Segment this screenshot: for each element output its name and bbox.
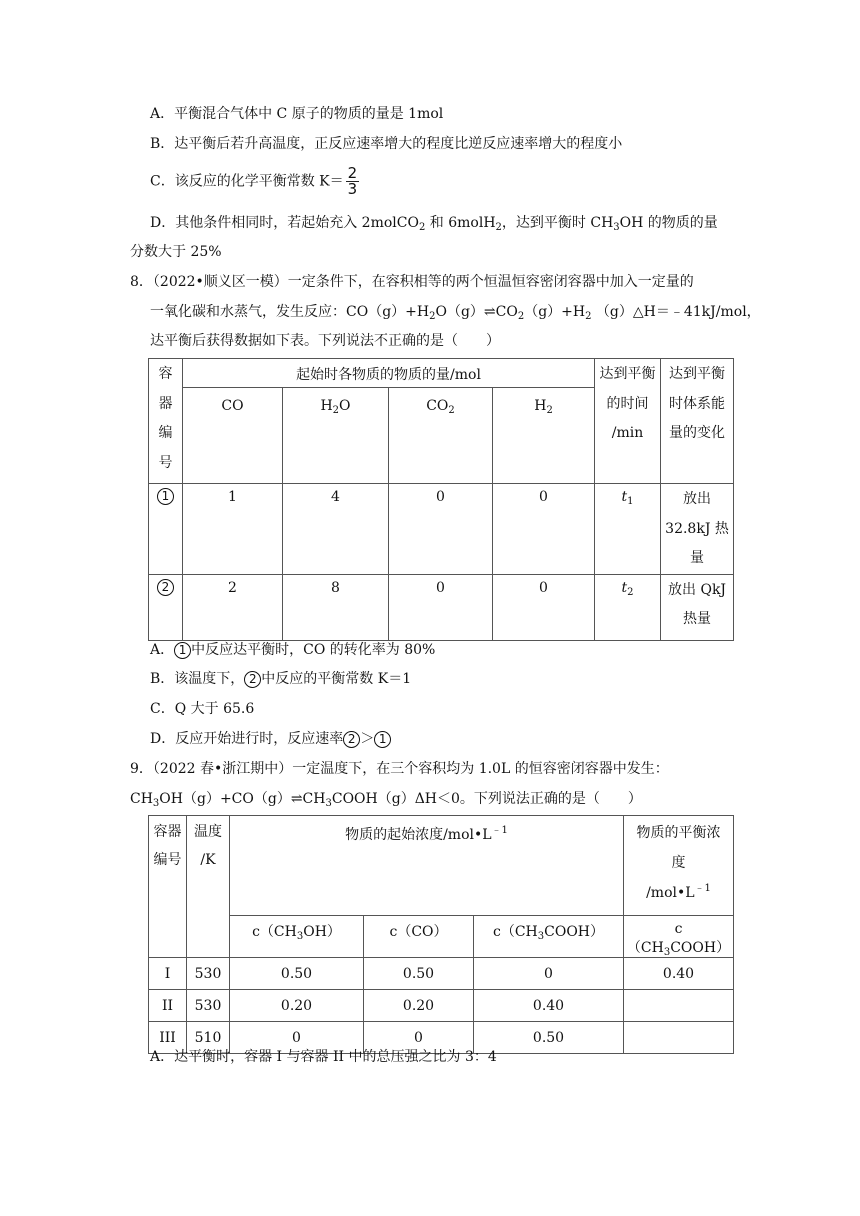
q8-stem-line2 [150, 302, 761, 322]
cell-ch3cooh: 0.40 [474, 990, 624, 1022]
q7-option-d-line2: 分数大于 25% [130, 244, 222, 260]
header-co2 [389, 388, 493, 484]
text: 的时间 [606, 395, 649, 412]
cell-temp: 510 [187, 1022, 230, 1054]
text: 物质的起始浓度/mol•L [345, 827, 492, 843]
text: 温度 [194, 824, 222, 840]
text: 器 [158, 395, 173, 412]
text: 量 [690, 550, 705, 566]
subscript: 2 [585, 311, 592, 322]
text: COOH） [544, 924, 605, 940]
cell-co: 1 [183, 484, 283, 575]
fraction [346, 166, 360, 197]
text: 32.8kJ 热 [665, 520, 729, 537]
q7-option-a: A．平衡混合气体中 C 原子的物质的量是 1mol [150, 106, 444, 122]
subscript: 2 [418, 222, 426, 233]
cell-ch3cooh: 0.50 [474, 1022, 624, 1054]
q9-option-a: A．达平衡时，容器 I 与容器 II 中的总压强之比为 3：4 [150, 1049, 497, 1065]
cell-co: 2 [183, 574, 283, 640]
text: H [320, 398, 333, 414]
text: c（CH [252, 924, 297, 940]
text: c（CH [492, 924, 538, 940]
text: 编 [158, 425, 173, 441]
text: H [534, 398, 547, 414]
text: 编号 [153, 852, 182, 868]
text: 容 [158, 366, 173, 382]
superscript: ﹣1 [491, 825, 508, 836]
subscript: 3 [325, 798, 332, 809]
header-energy-change [661, 359, 734, 484]
text: 和 6molH [425, 215, 496, 231]
q8-option-c: C．Q 大于 65.6 [150, 701, 255, 717]
header-initial-concentration [230, 816, 624, 916]
q8-option-d [150, 729, 391, 749]
circled-number: 2 [244, 671, 261, 688]
text: COOH（g）ΔH＜0。下列说法正确的是（ ） [331, 791, 642, 807]
table-row [149, 958, 734, 990]
cell-temp: 530 [187, 990, 230, 1022]
subscript: 2 [517, 311, 525, 322]
text: 放出 QkJ [668, 581, 727, 598]
cell-temp: 530 [187, 958, 230, 990]
q7-option-b: B．达平衡后若升高温度，正反应速率增大的程度比逆反应速率增大的程度小 [150, 136, 623, 152]
text [624, 878, 733, 908]
text: CH [130, 791, 153, 807]
text: 号 [158, 454, 173, 471]
text: （g）+H [524, 304, 586, 320]
cell-co: 0.50 [364, 958, 474, 990]
text: 物质的平衡浓 [636, 825, 721, 841]
subscript: 2 [627, 586, 634, 598]
circled-number: 1 [157, 488, 174, 505]
subscript: 2 [332, 405, 340, 416]
cell-energy [661, 484, 734, 575]
cell-h2o: 4 [283, 484, 389, 575]
q9-data-table [148, 815, 734, 1054]
text: 度 [671, 855, 686, 871]
text: B．该温度下， [150, 671, 245, 687]
cell-eq: 0.40 [624, 958, 734, 990]
text: /min [611, 425, 644, 441]
cell-co: 0 [364, 1022, 474, 1054]
text: 达到平衡 [599, 366, 656, 382]
row-id [149, 484, 183, 575]
cell-h2: 0 [493, 484, 595, 575]
cell-h2: 0 [493, 574, 595, 640]
cell-time [595, 484, 661, 575]
row-id: III [149, 1022, 187, 1054]
cell-ch3cooh: 0 [474, 958, 624, 990]
text: 达到平衡 [669, 366, 726, 382]
text: OH 的物质的量 [619, 215, 718, 231]
cell-eq [624, 990, 734, 1022]
header-co: CO [183, 388, 283, 484]
header-temperature [187, 816, 230, 958]
header-container-number [149, 359, 183, 484]
cell-eq [624, 1022, 734, 1054]
q9-stem-line1: 9．（2022 春•浙江期中）一定温度下，在三个容积均为 1.0L 的恒容密闭容器中发生： [130, 761, 669, 777]
text: O（g）⇌CO [435, 304, 518, 320]
table-row [149, 990, 734, 1022]
header-h2 [493, 388, 595, 484]
text: A． [150, 642, 175, 658]
text: 中反应的平衡常数 K＝1 [261, 671, 412, 687]
superscript: ﹣1 [694, 883, 711, 894]
text: 热量 [683, 611, 712, 627]
text: O [339, 398, 351, 414]
text: COOH） [670, 940, 731, 956]
circled-number: 1 [174, 642, 191, 659]
table-row [149, 484, 734, 575]
subscript: 2 [429, 311, 436, 322]
text: OH） [303, 924, 341, 940]
subscript: 3 [537, 931, 545, 942]
text: 放出 [683, 491, 712, 507]
cell-ch3oh: 0 [230, 1022, 364, 1054]
text: t [621, 489, 628, 505]
subscript: 1 [627, 496, 634, 507]
circled-number: 2 [343, 731, 360, 748]
text: ＞ [360, 731, 375, 747]
header-c-ch3oh [230, 916, 364, 958]
q7-option-c-text: C．该反应的化学平衡常数 K＝ [150, 173, 344, 190]
q8-option-a [150, 640, 435, 660]
text: c（CH [626, 921, 683, 956]
table-row [149, 574, 734, 640]
text: CO [426, 398, 449, 414]
subscript: 3 [613, 222, 620, 233]
header-equilibrium-concentration [624, 816, 734, 916]
header-c-ch3cooh [474, 916, 624, 958]
subscript: 2 [495, 222, 502, 233]
cell-ch3oh: 0.50 [230, 958, 364, 990]
cell-ch3oh: 0.20 [230, 990, 364, 1022]
text: D．反应开始进行时，反应速率 [150, 731, 344, 747]
q9-stem-line2 [130, 789, 642, 809]
q8-stem-line1: 8．（2022•顺义区一模）一定条件下，在容积相等的两个恒温恒容密闭容器中加入一定量的 [130, 274, 694, 290]
text: 一氧化碳和水蒸气，发生反应：CO（g）+H [150, 304, 430, 320]
subscript: 3 [663, 947, 671, 958]
text: /K [200, 852, 216, 868]
text: （g）△H＝﹣41kJ/mol， [591, 304, 761, 320]
header-initial-amount: 起始时各物质的物质的量/mol [183, 359, 595, 388]
text: 时体系能 [669, 395, 726, 412]
subscript: 3 [152, 798, 160, 809]
cell-h2o: 8 [283, 574, 389, 640]
header-time-to-equilibrium [595, 359, 661, 484]
q8-data-table [148, 358, 734, 641]
text: D．其他条件相同时，若起始充入 2molCO [150, 215, 419, 231]
circled-number: 2 [157, 579, 174, 596]
q8-option-b [150, 669, 411, 689]
cell-co2: 0 [389, 484, 493, 575]
row-id: I [149, 958, 187, 990]
q7-option-d-line1 [150, 213, 718, 233]
text: t [621, 579, 628, 596]
text: /mol•L [646, 885, 695, 901]
subscript: 2 [448, 405, 455, 416]
q7-option-c [150, 166, 359, 197]
cell-energy [661, 574, 734, 640]
cell-co2: 0 [389, 574, 493, 640]
text: 中反应达平衡时，CO 的转化率为 80% [191, 642, 436, 658]
q8-stem-line3: 达平衡后获得数据如下表。下列说法不正确的是（ ） [150, 333, 500, 349]
text: 量的变化 [669, 425, 726, 441]
subscript: 3 [296, 931, 304, 942]
header-eq-c-ch3cooh [624, 916, 734, 958]
header-c-co: c（CO） [364, 916, 474, 958]
text: OH（g）+CO（g）⇌CH [159, 791, 326, 807]
header-container-number [149, 816, 187, 958]
cell-time [595, 574, 661, 640]
row-id: II [149, 990, 187, 1022]
header-h2o [283, 388, 389, 484]
fraction-numerator: 2 [347, 164, 358, 182]
text: ，达到平衡时 CH [501, 215, 614, 231]
fraction-denominator: 3 [347, 180, 358, 198]
row-id [149, 574, 183, 640]
circled-number: 1 [374, 731, 391, 748]
subscript: 2 [546, 405, 553, 416]
text: 容器 [153, 824, 182, 840]
cell-co: 0.20 [364, 990, 474, 1022]
